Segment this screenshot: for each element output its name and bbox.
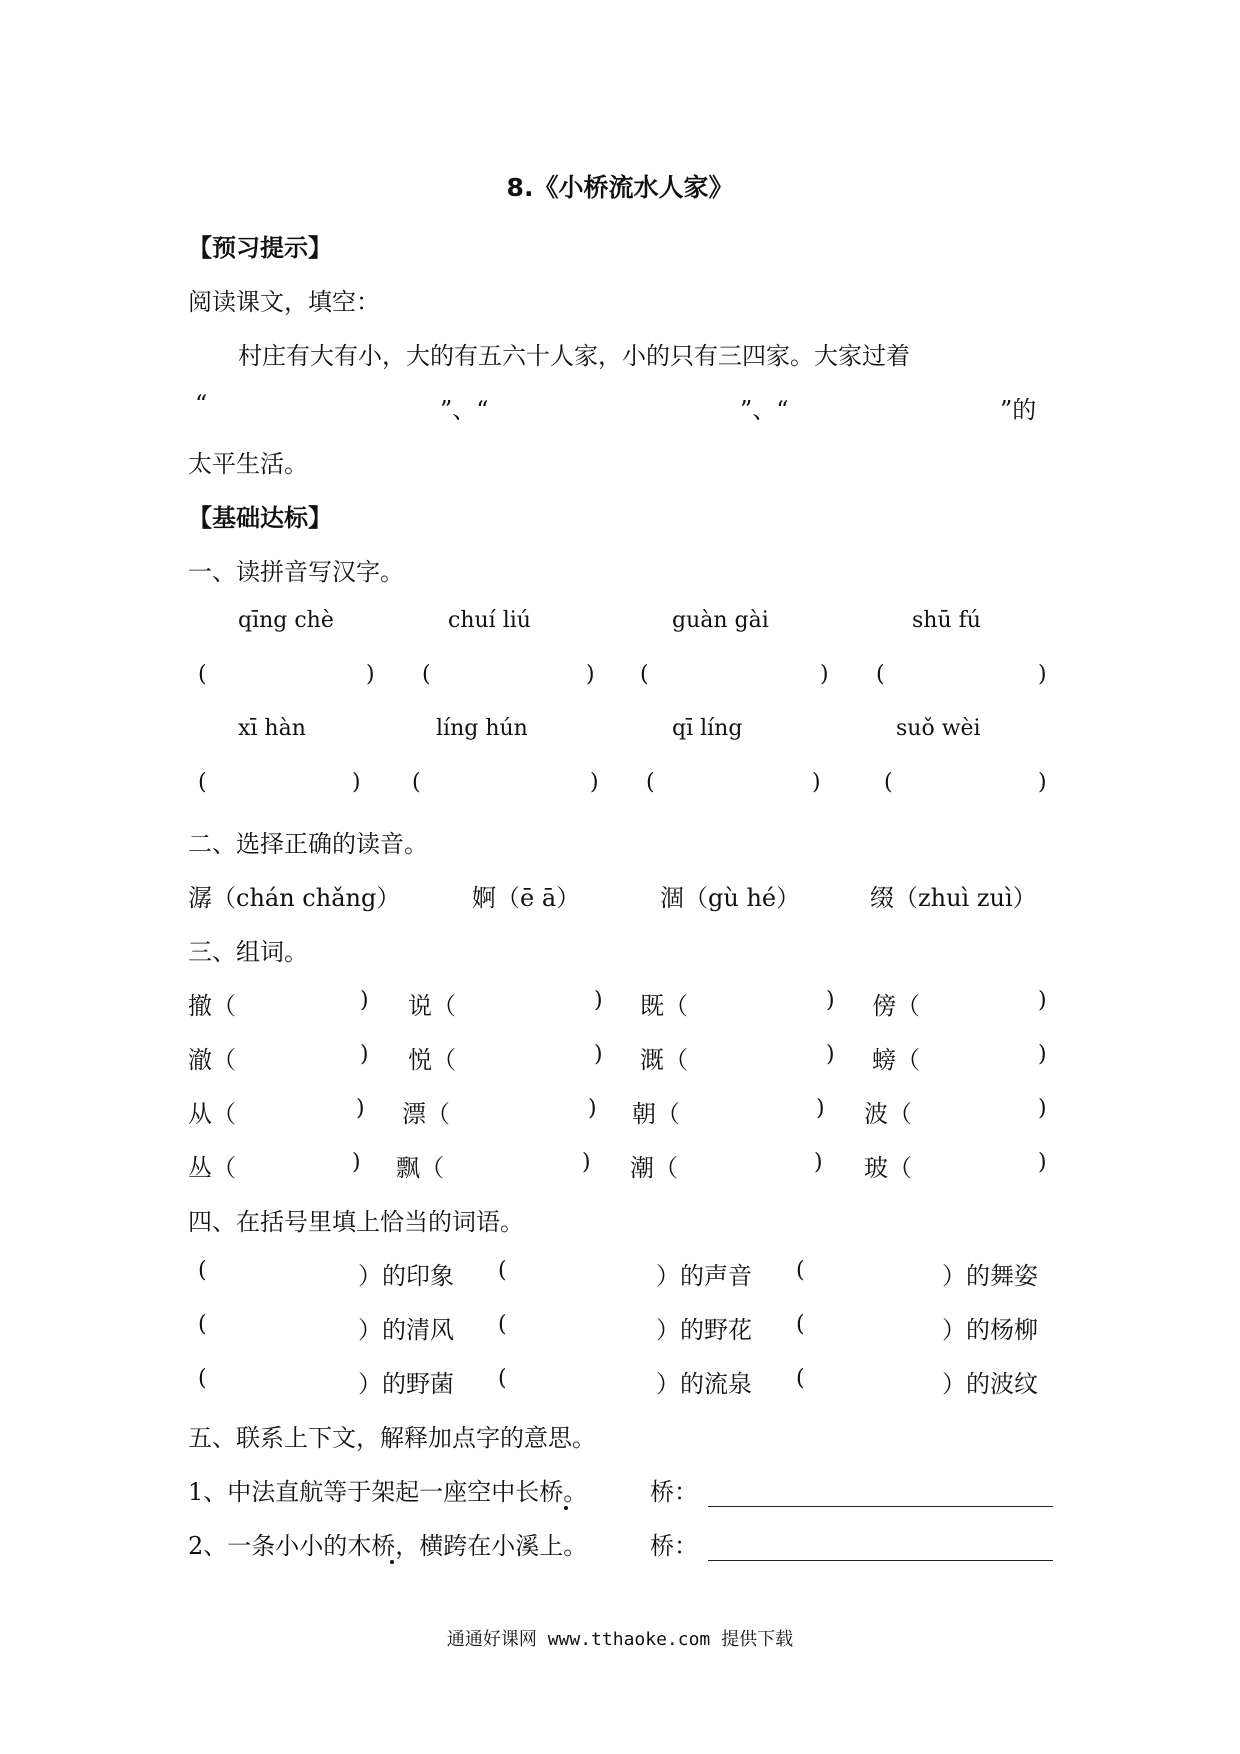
q3-r2-c3: 溉（ (640, 1046, 688, 1074)
q1-r2-close-3: ) (812, 770, 821, 795)
q3-r3-c3-close: ) (816, 1096, 825, 1121)
quote-close-end: ”的 (1000, 396, 1037, 424)
q1-r1-close-1: ) (366, 662, 375, 687)
q3-r3-c4: 波（ (864, 1100, 912, 1128)
q2-item-1: 潺（chán chǎng） (188, 884, 401, 912)
q5-prompt-1 (650, 1472, 1053, 1507)
q5-prompt-label-2: 桥： (650, 1532, 698, 1560)
q4-r2-c2: ）的野花 (656, 1316, 752, 1344)
q4-label: 四、在括号里填上恰当的词语。 (188, 1208, 524, 1236)
q2-item-2: 婀（ē ā） (472, 884, 581, 912)
preview-instruction: 阅读课文，填空： (188, 288, 380, 316)
q1-r1-open-3: ( (640, 662, 649, 687)
q4-r1-c2: ）的声音 (656, 1262, 752, 1290)
q3-label: 三、组词。 (188, 938, 308, 966)
q3-r1-c4: 傍（ (872, 992, 920, 1020)
q1-r1-close-2: ) (586, 662, 595, 687)
q5-sentence-2: 2、一条小小的木桥，横跨在小溪上。 (188, 1532, 588, 1560)
q4-r3-open-3: ( (796, 1366, 805, 1391)
q1-r1-open-4: ( (876, 662, 885, 687)
q3-r4-c2: 飘（ (396, 1154, 444, 1182)
quote-open-1: “ (195, 390, 208, 418)
q3-r1-c3: 既（ (640, 992, 688, 1020)
q1-r2-open-3: ( (646, 770, 655, 795)
q3-r2-c2-close: ) (594, 1042, 603, 1067)
q3-r4-c4-close: ) (1038, 1150, 1047, 1175)
q4-r1-c1: ）的印象 (358, 1262, 454, 1290)
q5-prompt-label-1: 桥： (650, 1478, 698, 1506)
q3-r1-c2: 说（ (408, 992, 456, 1020)
q1-r1-close-4: ) (1038, 662, 1047, 687)
q3-r4-c4: 玻（ (864, 1154, 912, 1182)
q3-r4-c3: 潮（ (630, 1154, 678, 1182)
q1-r1-open-1: ( (198, 662, 207, 687)
emphasis-dot (564, 1506, 568, 1510)
preview-sentence: 村庄有大有小，大的有五六十人家，小的只有三四家。大家过着 (238, 342, 910, 370)
q3-r3-c4-close: ) (1038, 1096, 1047, 1121)
q3-r1-c2-close: ) (594, 988, 603, 1013)
q1-pinyin-8: suǒ wèi (896, 716, 981, 741)
q1-pinyin-1: qīng chè (238, 608, 334, 633)
quote-sep-1: ”、“ (440, 396, 489, 424)
q1-r2-open-2: ( (412, 770, 421, 795)
q4-r2-c3: ）的杨柳 (942, 1316, 1038, 1344)
q4-r2-c1: ）的清风 (358, 1316, 454, 1344)
q1-r1-close-3: ) (820, 662, 829, 687)
q4-r3-c3: ）的波纹 (942, 1370, 1038, 1398)
q1-pinyin-7: qī líng (672, 716, 743, 741)
q4-r3-open-1: ( (198, 1366, 207, 1391)
q3-r2-c4-close: ) (1038, 1042, 1047, 1067)
answer-line-1[interactable] (708, 1480, 1053, 1507)
q1-r2-open-1: ( (198, 770, 207, 795)
q3-r4-c2-close: ) (582, 1150, 591, 1175)
q4-r2-open-2: ( (498, 1312, 507, 1337)
q3-r4-c1-close: ) (352, 1150, 361, 1175)
q3-r1-c3-close: ) (826, 988, 835, 1013)
q4-r3-open-2: ( (498, 1366, 507, 1391)
q5-prompt-2 (650, 1526, 1053, 1561)
q3-r2-c1: 澈（ (188, 1046, 236, 1074)
q1-pinyin-5: xī hàn (238, 716, 306, 741)
q3-r4-c3-close: ) (814, 1150, 823, 1175)
quote-sep-2: ”、“ (740, 396, 789, 424)
q5-sentence-1: 1、中法直航等于架起一座空中长桥。 (188, 1478, 588, 1506)
q3-r2-c4: 螃（ (872, 1046, 920, 1074)
q3-r3-c1-close: ) (356, 1096, 365, 1121)
q3-r3-c1: 从（ (188, 1100, 236, 1128)
q4-r1-open-3: ( (796, 1258, 805, 1283)
q4-r2-open-1: ( (198, 1312, 207, 1337)
q3-r1-c4-close: ) (1038, 988, 1047, 1013)
q3-r2-c1-close: ) (360, 1042, 369, 1067)
answer-line-2[interactable] (708, 1534, 1053, 1561)
q2-label: 二、选择正确的读音。 (188, 830, 428, 858)
q1-r2-close-1: ) (352, 770, 361, 795)
q1-pinyin-4: shū fú (912, 608, 981, 633)
q4-r1-c3: ）的舞姿 (942, 1262, 1038, 1290)
q3-r3-c2-close: ) (588, 1096, 597, 1121)
q1-r2-close-4: ) (1038, 770, 1047, 795)
q3-r3-c2: 漂（ (402, 1100, 450, 1128)
preview-ending: 太平生活。 (188, 450, 308, 478)
page-title: 8.《小桥流水人家》 (506, 173, 734, 202)
q3-r1-c1-close: ) (360, 988, 369, 1013)
q3-r1-c1: 撤（ (188, 992, 236, 1020)
q1-label: 一、读拼音写汉字。 (188, 558, 404, 586)
q1-r2-close-2: ) (590, 770, 599, 795)
q1-pinyin-6: líng hún (436, 716, 528, 741)
preview-heading: 【预习提示】 (188, 234, 332, 262)
basics-heading: 【基础达标】 (188, 504, 332, 532)
q1-r1-open-2: ( (422, 662, 431, 687)
q4-r3-c1: ）的野菌 (358, 1370, 454, 1398)
q5-label: 五、联系上下文，解释加点字的意思。 (188, 1424, 596, 1452)
q4-r3-c2: ）的流泉 (656, 1370, 752, 1398)
q4-r2-open-3: ( (796, 1312, 805, 1337)
q3-r3-c3: 朝（ (632, 1100, 680, 1128)
q1-pinyin-3: guàn gài (672, 608, 769, 633)
emphasis-dot (390, 1560, 394, 1564)
q4-r1-open-2: ( (498, 1258, 507, 1283)
q1-r2-open-4: ( (884, 770, 893, 795)
q3-r2-c2: 悦（ (408, 1046, 456, 1074)
q3-r2-c3-close: ) (826, 1042, 835, 1067)
footer-credit: 通通好课网 www.tthaoke.com 提供下载 (446, 1629, 794, 1650)
q3-r4-c1: 丛（ (188, 1154, 236, 1182)
q2-item-3: 涸（gù hé） (660, 884, 801, 912)
q2-item-4: 缀（zhuì zuì） (870, 884, 1037, 912)
q1-pinyin-2: chuí liú (448, 608, 531, 633)
q4-r1-open-1: ( (198, 1258, 207, 1283)
